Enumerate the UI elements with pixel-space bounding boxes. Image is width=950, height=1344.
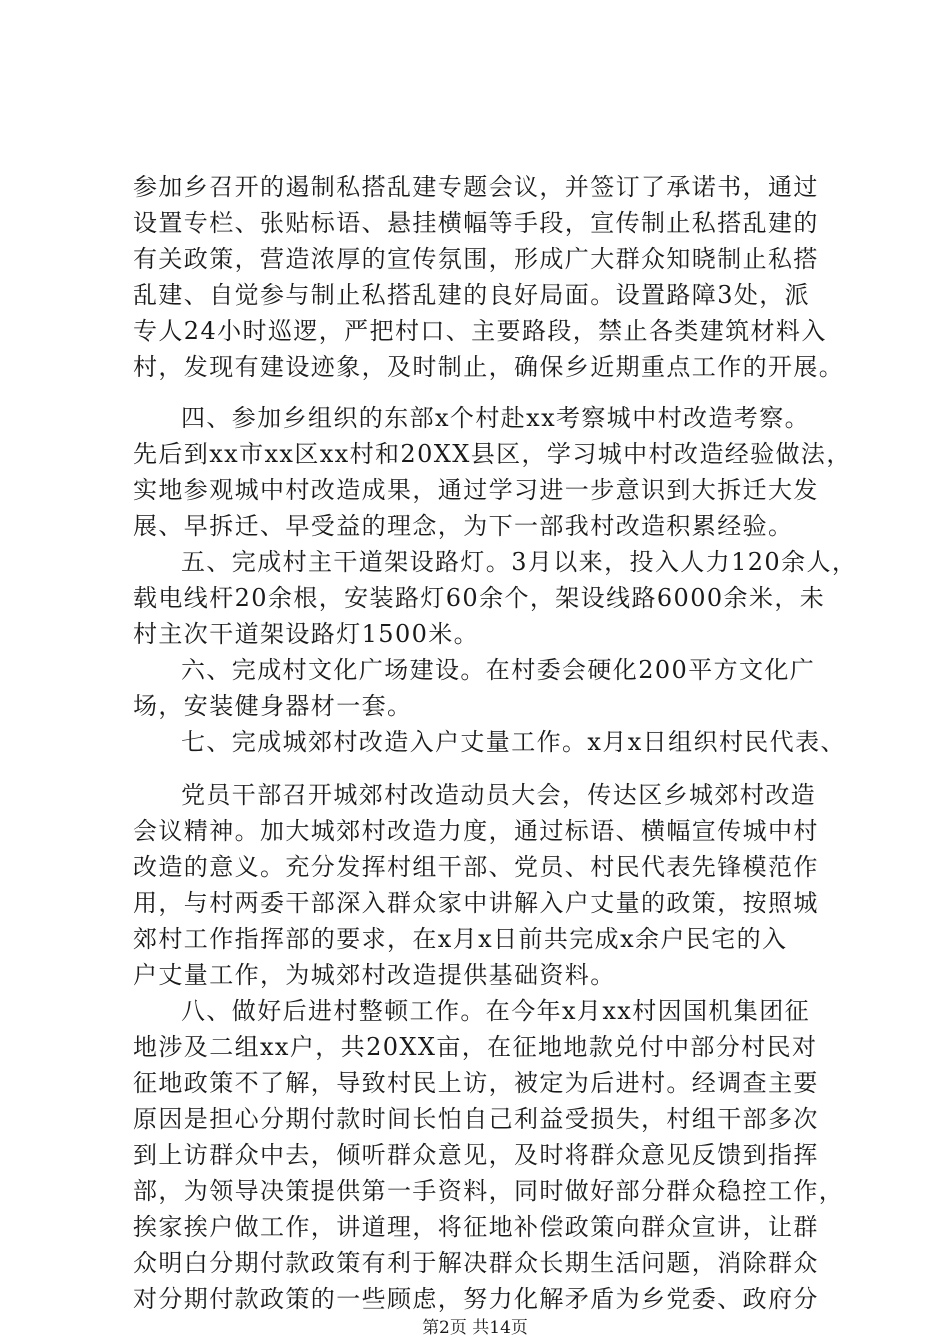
text-line: 郊村工作指挥部的要求，在x月x日前共完成x余户民宅的入: [133, 925, 788, 953]
text-line: 挨家挨户做工作，讲道理，将征地补偿政策向群众宣讲，让群: [133, 1213, 819, 1241]
page-number-footer: 第2页 共14页: [422, 1318, 528, 1338]
text-line: 专人24小时巡逻，严把村口、主要路段，禁止各类建筑材料入: [133, 317, 827, 345]
text-line: 载电线杆20余根，安装路灯60余个，架设线路6000余米，未: [133, 584, 826, 612]
paragraph-start-line: 四、参加乡组织的东部x个村赴xx考察城中村改造考察。: [181, 404, 811, 432]
text-line: 用，与村两委干部深入群众家中讲解入户丈量的政策，按照城: [133, 889, 819, 917]
text-line: 设置专栏、张贴标语、悬挂横幅等手段，宣传制止私搭乱建的: [133, 209, 819, 237]
paragraph-start-line: 党员干部召开城郊村改造动员大会，传达区乡城郊村改造: [181, 781, 816, 809]
text-line: 会议精神。加大城郊村改造力度，通过标语、横幅宣传城中村: [133, 817, 819, 845]
text-line: 地涉及二组xx户，共20XX亩，在征地地款兑付中部分村民对: [133, 1033, 818, 1061]
text-line: 到上访群众中去，倾听群众意见，及时将群众意见反馈到指挥: [133, 1141, 819, 1169]
text-line: 有关政策，营造浓厚的宣传氛围，形成广大群众知晓制止私搭: [133, 245, 819, 273]
paragraph-start-line: 六、完成村文化广场建设。在村委会硬化200平方文化广: [181, 656, 816, 684]
text-line: 部，为领导决策提供第一手资料，同时做好部分群众稳控工作，: [133, 1177, 845, 1205]
text-line: 村，发现有建设迹象，及时制止，确保乡近期重点工作的开展。: [133, 353, 845, 381]
text-line: 实地参观城中村改造成果，通过学习进一步意识到大拆迁大发: [133, 476, 819, 504]
paragraph-start-line: 八、做好后进村整顿工作。在今年x月xx村因国机集团征: [181, 997, 811, 1025]
text-line: 改造的意义。充分发挥村组干部、党员、村民代表先锋模范作: [133, 853, 819, 881]
text-line: 乱建、自觉参与制止私搭乱建的良好局面。设置路障3处，派: [133, 281, 811, 309]
text-line: 先后到xx市xx区xx村和20XX县区，学习城中村改造经验做法，: [133, 440, 852, 468]
paragraph-start-line: 七、完成城郊村改造入户丈量工作。x月x日组织村民代表、: [181, 728, 846, 756]
text-line: 对分期付款政策的一些顾虑，努力化解矛盾为乡党委、政府分: [133, 1285, 819, 1313]
text-line: 展、早拆迁、早受益的理念，为下一部我村改造积累经验。: [133, 512, 794, 540]
text-line: 原因是担心分期付款时间长怕自己利益受损失，村组干部多次: [133, 1105, 819, 1133]
text-line: 征地政策不了解，导致村民上访，被定为后进村。经调查主要: [133, 1069, 819, 1097]
text-line: 户丈量工作，为城郊村改造提供基础资料。: [133, 961, 616, 989]
text-line: 参加乡召开的遏制私搭乱建专题会议，并签订了承诺书，通过: [133, 173, 819, 201]
paragraph-start-line: 五、完成村主干道架设路灯。3月以来，投入人力120余人，: [181, 548, 858, 576]
text-line: 众明白分期付款政策有利于解决群众长期生活问题，消除群众: [133, 1249, 819, 1277]
text-line: 场，安装健身器材一套。: [133, 692, 413, 720]
text-line: 村主次干道架设路灯1500米。: [133, 620, 480, 648]
